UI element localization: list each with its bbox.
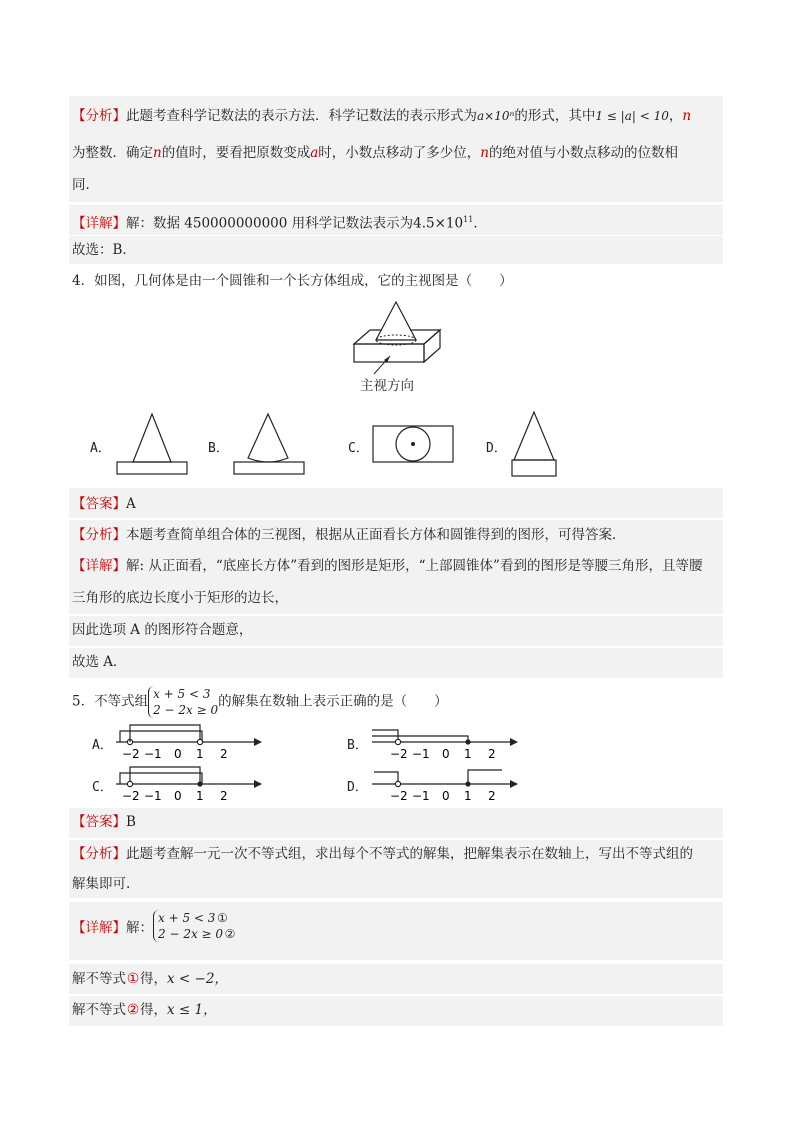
q5-option-a-numberline[interactable]	[114, 722, 264, 762]
tick-label: −2	[122, 789, 140, 803]
q3-choose-block	[69, 236, 723, 264]
q5-answer-block	[69, 808, 723, 838]
q5-detail-system: x + 5 < 3 ① 2 − 2x ≥ 0 ②	[153, 910, 237, 942]
q5-solve1-line: 解不等式①得，x < −2，	[72, 971, 228, 987]
tick-label: −2	[390, 789, 408, 803]
tick-label: 1	[464, 789, 472, 803]
tick-label: 0	[442, 789, 450, 803]
tick-label: −2	[122, 747, 140, 761]
q4-detail-line2: 三角形的底边长度小于矩形的边长，	[72, 590, 288, 606]
tick-label: −1	[412, 747, 430, 761]
q5-analysis-line2: 解集即可.	[72, 876, 131, 892]
tick-label: −1	[412, 789, 430, 803]
q4-option-b-figure[interactable]	[232, 412, 308, 478]
q5-option-b-numberline[interactable]	[370, 722, 520, 762]
q4-choose-line: 故选 A．	[72, 654, 127, 670]
tick-label: 1	[464, 747, 472, 761]
q5-option-d-numberline[interactable]	[370, 764, 520, 804]
q3-analysis-line1: 【分析】此题考查科学记数法的表示方法．科学记数法的表示形式为a×10ⁿ的形式，其中1 ≤ |a| < 10，n	[72, 108, 692, 124]
q5-option-d-label[interactable]: D．	[347, 780, 368, 795]
q4-choose-block	[69, 648, 723, 678]
q5-stem: 5．不等式组 x + 5 < 3 2 − 2x ≥ 0的解集在数轴上表示正确的是（ ）	[72, 687, 448, 717]
tick-label: −1	[144, 789, 162, 803]
q4-answer-block	[69, 488, 723, 518]
tick-label: 2	[488, 789, 496, 803]
q5-detail-line: 【详解】解：x + 5 < 3 ① 2 − 2x ≥ 0 ②	[72, 911, 236, 941]
q5-option-c-numberline[interactable]	[114, 764, 264, 804]
tick-label: 0	[174, 747, 182, 761]
tick-label: −1	[144, 747, 162, 761]
q3-choose-line: 故选：B．	[72, 242, 136, 258]
q4-option-d-figure[interactable]	[510, 410, 558, 478]
q3-analysis-line3: 同．	[72, 177, 99, 193]
q3-analysis-line2: 为整数．确定n的值时，要看把原数变成a时，小数点移动了多少位，n的绝对值与小数点移动的位数相	[72, 145, 678, 161]
analysis-tag: 【分析】	[72, 108, 126, 124]
q5-solve2-line: 解不等式②得，x ≤ 1，	[72, 1002, 217, 1018]
circle-one-icon: ①	[217, 911, 228, 925]
q5-option-b-label[interactable]: B．	[347, 738, 368, 753]
q4-option-a-figure[interactable]	[115, 412, 191, 478]
q4-option-d-label[interactable]: D．	[486, 441, 507, 456]
q5-answer-line: 【答案】B	[72, 814, 136, 830]
q5-analysis-line1: 【分析】此题考查解一元一次不等式组，求出每个不等式的解集，把解集表示在数轴上，写出不等式组的	[72, 846, 693, 862]
circle-two-icon: ②	[126, 1002, 140, 1018]
tick-label: −2	[390, 747, 408, 761]
tick-label: 1	[196, 747, 204, 761]
tick-label: 1	[196, 789, 204, 803]
q5-inequality-system: x + 5 < 3 2 − 2x ≥ 0	[148, 686, 218, 718]
tick-label: 0	[174, 789, 182, 803]
q4-option-c-figure[interactable]	[371, 424, 455, 464]
q4-figure-label: 主视方向	[360, 378, 414, 394]
tick-label: 2	[220, 789, 228, 803]
q5-option-c-label[interactable]: C．	[92, 780, 113, 795]
q4-stem: 4．如图，几何体是由一个圆锥和一个长方体组成，它的主视图是（ ）	[72, 273, 513, 289]
q5-option-a-label[interactable]: A．	[92, 738, 113, 753]
q4-option-b-label[interactable]: B．	[208, 441, 229, 456]
q4-option-a-label[interactable]: A．	[90, 441, 111, 456]
q4-analysis-line: 【分析】本题考查简单组合体的三视图，根据从正面看长方体和圆锥得到的图形，可得答案．	[72, 527, 626, 543]
tick-label: 2	[488, 747, 496, 761]
tick-label: 0	[442, 747, 450, 761]
q4-option-c-label[interactable]: C．	[348, 441, 369, 456]
q4-detail-line3: 因此选项 A 的图形符合题意，	[72, 622, 253, 638]
q4-answer-line: 【答案】A	[72, 496, 136, 512]
q3-detail-line: 【详解】解：数据 450000000000 用科学记数法表示为$4.5\times 10^{11}$．	[72, 215, 487, 232]
circle-two-icon: ②	[224, 927, 236, 941]
q4-detail-line1: 【详解】解: 从正面看，“底座长方体”看到的图形是矩形，“上部圆锥体”看到的图形是等腰三角形，且等腰	[72, 558, 703, 574]
circle-one-icon: ①	[126, 971, 140, 987]
tick-label: 2	[220, 747, 228, 761]
